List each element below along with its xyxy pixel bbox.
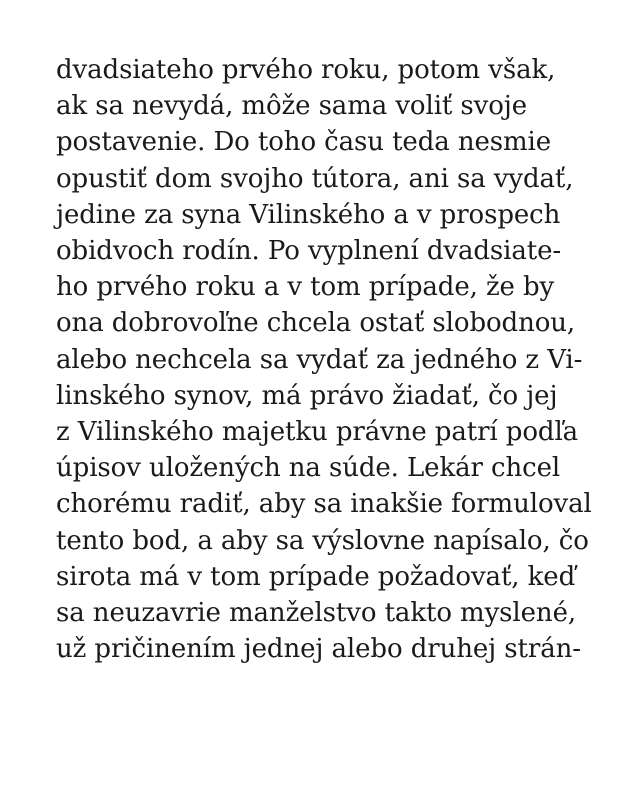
text-line-1: dvadsiateho prvého roku, potom však, <box>56 55 556 85</box>
text-line-12: úpisov uložených na súde. Lekár chcel <box>56 453 561 484</box>
text-line-2: ak sa nevydá, môže sama voliť svoje <box>56 91 528 122</box>
text-line-4: opustiť dom svojho tútora, ani sa vydať, <box>56 163 574 194</box>
text-line-16: sa neuzavrie manželstvo takto myslené, <box>56 598 577 629</box>
text-line-11: z Vilinského majetku právne patrí podľa <box>56 417 579 448</box>
book-page-text <box>56 52 616 667</box>
text-line-15: sirota má v tom prípade požadovať, keď <box>56 561 576 592</box>
text-line-8: ona dobrovoľne chcela ostať slobodnou, <box>56 308 576 339</box>
text-line-13: chorému radiť, aby sa inakšie formuloval <box>56 489 592 520</box>
text-line-14: tento bod, a aby sa výslovne napísalo, čo <box>56 525 589 556</box>
text-line-10: linského synov, má právo žiadať, čo jej <box>56 380 558 411</box>
text-line-6: obidvoch rodín. Po vyplnení dvadsiate- <box>56 236 562 267</box>
text-line-7: ho prvého roku a v tom prípade, že by <box>56 272 555 303</box>
text-line-3: postavenie. Do toho času teda nesmie <box>56 127 552 158</box>
text-line-9: alebo nechcela sa vydať za jedného z Vi- <box>56 344 583 375</box>
text-line-5: jedine za syna Vilinského a v prospech <box>56 199 561 230</box>
text-line-17: už pričinením jednej alebo druhej strán- <box>56 634 581 665</box>
